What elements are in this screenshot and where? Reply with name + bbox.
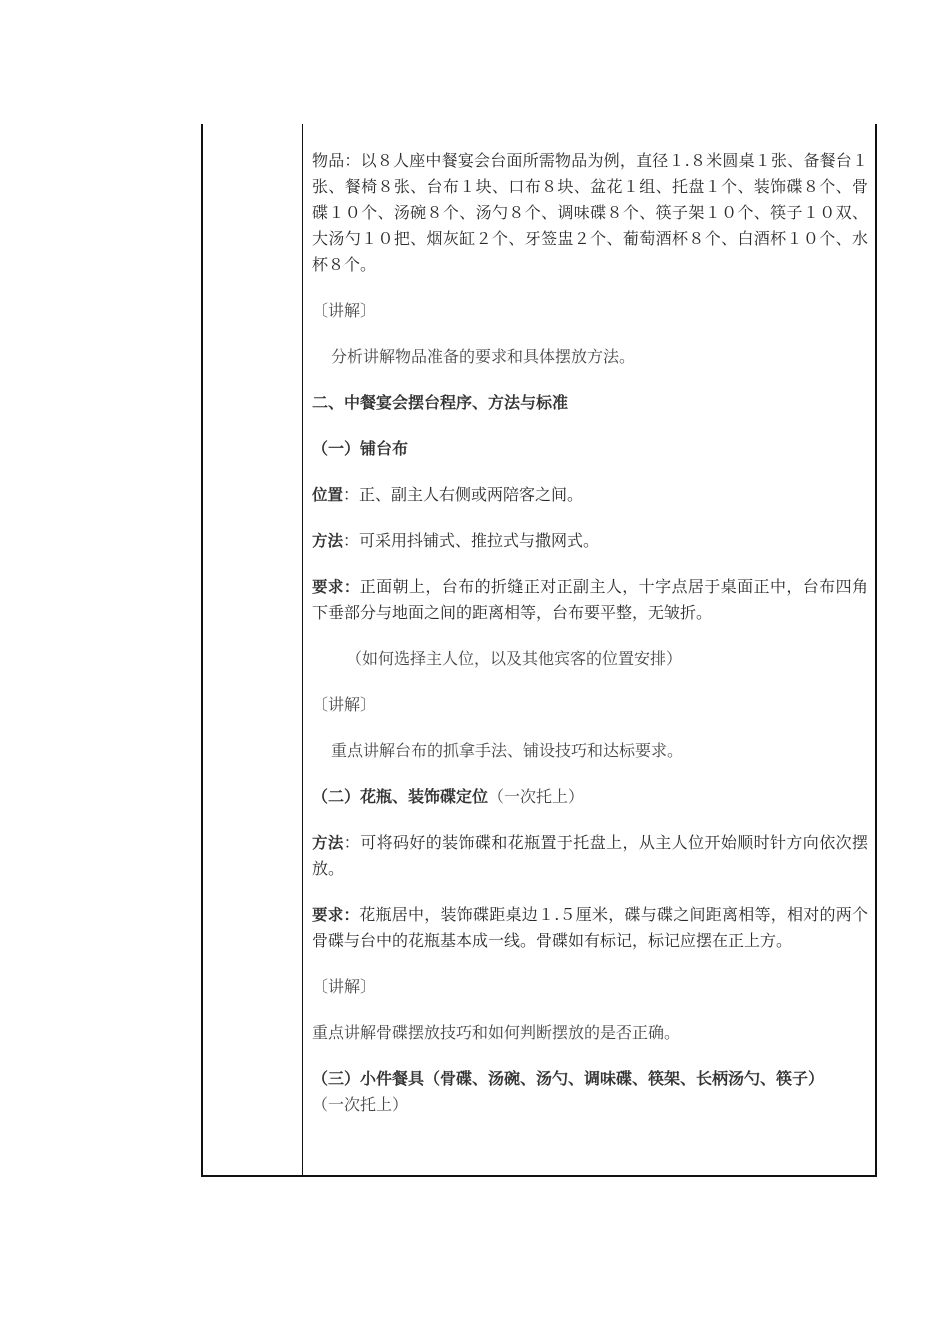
method-text: ：可将码好的装饰碟和花瓶置于托盘上，从主人位开始顺时针方向依次摆放。: [312, 833, 868, 878]
explain-label: 〔讲解〕: [312, 695, 377, 714]
explain-text: 重点讲解骨碟摆放技巧和如何判断摆放的是否正确。: [312, 1023, 681, 1042]
subsection-heading-title: （二）花瓶、装饰碟定位: [312, 787, 489, 806]
method-text: ：可采用抖铺式、推拉式与撒网式。: [343, 531, 600, 550]
requirement-paragraph: [312, 574, 868, 626]
explain-label: 〔讲解〕: [312, 977, 377, 996]
explain-label: 〔讲解〕: [312, 301, 377, 320]
requirement-label: 要求：: [312, 578, 360, 596]
items-paragraph: 物品：以８人座中餐宴会台面所需物品为例，直径１.８米圆桌１张、备餐台１张、餐椅８张、台布１块、口布８块、盆花１组、托盘１个、装饰碟８个、骨碟１０个、汤碗８个、汤勺８个、调味碟８个、筷子架１０个、筷子１０双、大汤勺１０把、烟灰缸２个、牙签盅２个、葡萄酒杯８个、白酒杯１０个、水杯８个。: [312, 151, 868, 274]
subsection-heading-title: （三）小件餐具（骨碟、汤碗、汤勺、调味碟、筷架、长柄汤勺、筷子）: [312, 1069, 825, 1088]
subsection-heading: [312, 1066, 868, 1118]
section-heading: 二、中餐宴会摆台程序、方法与标准: [312, 393, 569, 412]
method-label: 方法: [312, 834, 344, 852]
table-column-divider: [302, 124, 303, 1176]
explain-text: 分析讲解物品准备的要求和具体摆放方法。: [331, 347, 636, 366]
method-paragraph: [312, 830, 868, 882]
subsection-heading-note: （一次托上）: [312, 1095, 409, 1114]
method-paragraph: [312, 528, 868, 554]
host-seat-note: （如何选择主人位，以及其他宾客的位置安排）: [346, 649, 683, 668]
explain-text: 重点讲解台布的抓拿手法、铺设技巧和达标要求。: [331, 741, 684, 760]
subsection-heading: （一）铺台布: [312, 439, 409, 458]
method-label: 方法: [312, 532, 344, 550]
position-label: 位置: [312, 486, 344, 504]
subsection-heading-note: （一次托上）: [488, 787, 585, 806]
position-text: ：正、副主人右侧或两陪客之间。: [343, 485, 584, 504]
requirement-text: 正面朝上，台布的折缝正对正副主人，十字点居于桌面正中，台布四角下垂部分与地面之间的距离相等，台布要平整，无皱折。: [312, 577, 868, 622]
lesson-content: [312, 148, 868, 1138]
subsection-heading: [312, 784, 868, 810]
position-paragraph: [312, 482, 868, 508]
requirement-text: 花瓶居中，装饰碟距桌边１.５厘米，碟与碟之间距离相等，相对的两个骨碟与台中的花瓶基本成一线。骨碟如有标记，标记应摆在正上方。: [312, 905, 868, 950]
requirement-label: 要求：: [312, 906, 360, 924]
requirement-paragraph: [312, 902, 868, 954]
